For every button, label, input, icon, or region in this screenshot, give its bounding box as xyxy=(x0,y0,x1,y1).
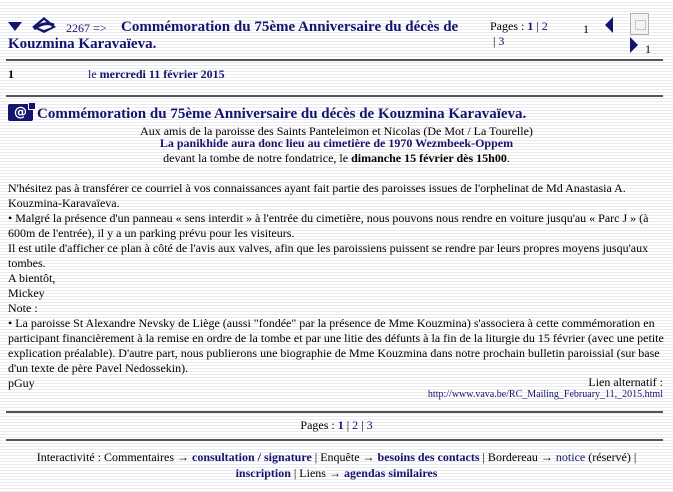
previous-arrow-icon[interactable] xyxy=(605,17,613,33)
message-subtitle: Aux amis de la paroisse des Saints Panteleimon et Nicolas (De Mot / La Tourelle) xyxy=(140,124,533,138)
besoins-link[interactable]: besoins des contacts xyxy=(377,450,480,464)
thread-number: 2267 => xyxy=(66,21,107,35)
post-number: 1 xyxy=(8,67,14,81)
page-link-1[interactable]: 1 xyxy=(527,19,534,33)
footer-pagination: Pages : 1 | 2 | 3 xyxy=(300,418,373,432)
page-link-2[interactable]: 2 xyxy=(541,19,548,33)
page-link-2[interactable]: 2 xyxy=(352,418,359,432)
message-body xyxy=(8,181,665,391)
post-date: le mercredi 11 février 2015 xyxy=(88,67,225,81)
alt-link[interactable]: http://www.vava.be/RC_Mailing_February_11,_2015.html xyxy=(427,389,663,400)
page-link-3[interactable]: 3 xyxy=(498,34,505,48)
thread-title[interactable]: Commémoration du 75ème Anniversaire du décès de Kouzmina Karavaïeva. xyxy=(8,19,459,52)
inscription-link[interactable]: inscription xyxy=(235,466,291,480)
notice-link[interactable]: notice xyxy=(555,450,586,464)
header-pagination: Pages : 1 | 2 | 3 xyxy=(490,19,548,48)
next-arrow-icon[interactable] xyxy=(630,37,638,53)
agendas-link[interactable]: agendas similaires xyxy=(343,466,438,480)
message-date-line: devant la tombe de notre fondatrice, le dimanche 15 février dès 15h00. xyxy=(163,151,510,165)
paragraph: Il est utile d'afficher ce plan à côté de l'avis aux valves, afin que les paroissiens puissent se rendre par leurs propres moyens jusqu'aux tombes. xyxy=(8,241,649,270)
divider xyxy=(6,95,663,97)
message-title: Commémoration du 75ème Anniversaire du décès de Kouzmina Karavaïeva. xyxy=(37,106,527,122)
closing: A bientôt, xyxy=(8,271,56,285)
note-label: Note : xyxy=(8,301,38,315)
author-name: Mickey xyxy=(8,286,45,300)
alt-link-label: Lien alternatif : xyxy=(588,375,663,389)
consultation-link[interactable]: consultation / signature xyxy=(192,450,312,464)
signature: pGuy xyxy=(8,376,35,390)
divider xyxy=(6,59,663,61)
message-location: La panikhide aura donc lieu au cimetière de 1970 Wezmbeek-Oppem xyxy=(159,136,514,150)
page-count: 1 xyxy=(583,22,589,36)
paragraph: • Malgré la présence d'un panneau « sens interdit » à l'entrée du cimetière, nous pouvons nous rendre en voiture jusqu'au « Parc J » (à 600m de l'entrée), il y a un parking prévu pour les visiteurs. xyxy=(8,211,665,241)
page-link-1[interactable]: 1 xyxy=(337,418,344,432)
email-icon: @ xyxy=(8,104,33,121)
divider xyxy=(6,439,663,441)
paragraph: N'hésitez pas à transférer ce courriel à vos connaissances ayant fait partie des paroisses issues de l'orphelinat de Md Anastasia A. Kouzmina-Karavaïeva. xyxy=(8,181,626,210)
document-icon[interactable] xyxy=(630,13,649,35)
footer-links: Interactivité : Commentaires → consultation / signature | Enquête → besoins des contacts | Bordereau → notice (réservé) | inscription | Liens → agendas similaires xyxy=(36,450,637,480)
page-link-3[interactable]: 3 xyxy=(366,418,373,432)
note-text: • La paroisse St Alexandre Nevsky de Liège (aussi "fondée" par la présence de Mme Kouzmina) s'associera à cette commémoration en participant financièrement à la remise en ordre de la tombe et par une litie des défunts à la fin de la liturgie du 15 février (avec une petite explication préalable). D'autre part, nous publierons une biographie de Mme Kouzmina dans notre prochain bulletin paroissial (sur base d'un texte de père Pavel Nedossekin). xyxy=(8,316,665,376)
divider xyxy=(6,411,663,413)
next-page-number: 1 xyxy=(645,42,651,56)
